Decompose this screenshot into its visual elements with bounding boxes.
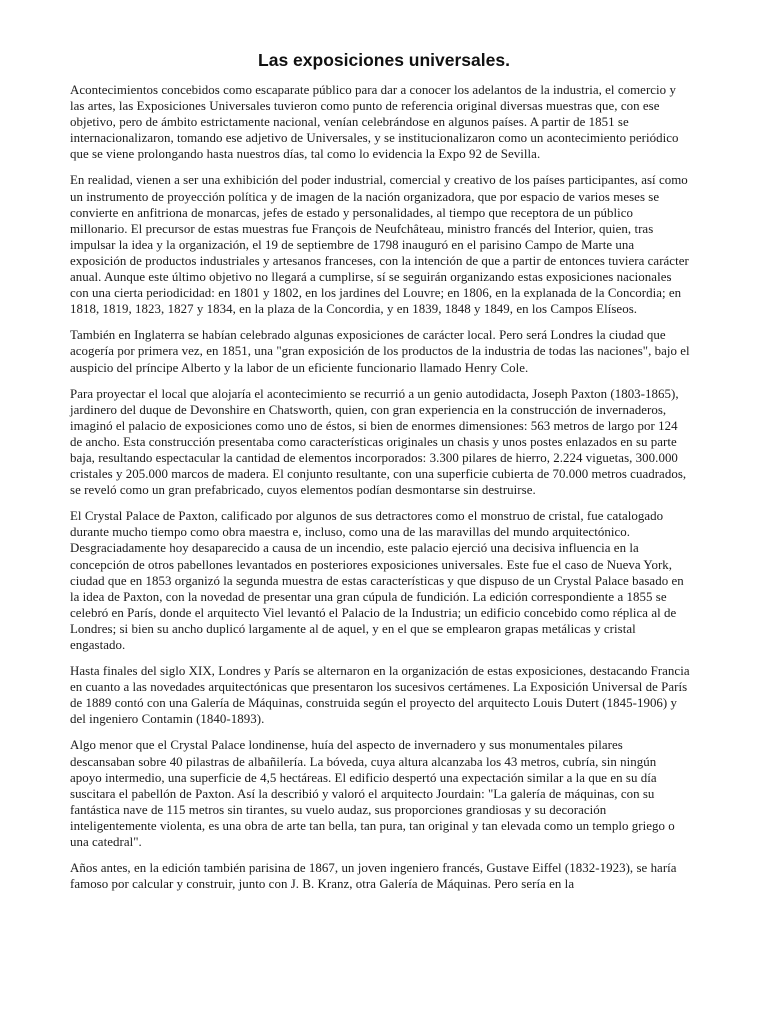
paragraph-2: En realidad, vienen a ser una exhibición del poder industrial, comercial y creativo de los países participantes, así como un instrumento de proyección política y de imagen de la nación organizadora, que por espacio de varios meses se convierte en anfitriona de monarcas, jefes de estado y personalidades, al tiempo que receptora de un público millonario. El precursor de estas muestras fue François de Neufchâteau, ministro francés del Interior, quien, tras impulsar la idea y la organización, el 19 de septiembre de 1798 inauguró en el parisino Campo de Marte una exposición de productos industriales y artesanos franceses, con la intención de que a partir de entonces tuviera carácter anual. Aunque este último objetivo no llegará a cumplirse, sí se seguirán organizando estas exposiciones nacionales con una cierta periodicidad: en 1801 y 1802, en los jardines del Louvre; en 1806, en la explanada de la Concordia; en 1818, 1819, 1823, 1827 y 1834, en la plaza de la Concordia, y en 1839, 1848 y 1849, en los Campos Elíseos.: [70, 173, 689, 317]
paragraph-7: Algo menor que el Crystal Palace londinense, huía del aspecto de invernadero y sus monumentales pilares descansaban sobre 40 pilastras de albañilería. La bóveda, cuya altura alcanzaba los 43 metros, cubría, sin ningún apoyo intermedio, una superficie de 4,5 hectáreas. El edificio despertó una expectación similar a la que en su día suscitara el pabellón de Paxton. Así la describió y valoró el arquitecto Jourdain: "La galería de máquinas, con su fantástica nave de 115 metros sin tirantes, su vuelo audaz, sus proporciones grandiosas y su decoración inteligentemente violenta, es una obra de arte tan bella, tan pura, tan original y tan elevada como un templo griego o una catedral".: [70, 738, 675, 850]
paragraph-5: El Crystal Palace de Paxton, calificado por algunos de sus detractores como el monstruo de cristal, fue catalogado durante mucho tiempo como obra maestra e, incluso, como una de las maravillas del mundo arquitectónico. Desgraciadamente hoy desaparecido a causa de un incendio, este palacio ejerció una decisiva influencia en la concepción de otros pabellones levantados en posteriores exposiciones universales. Este fue el caso de Nueva York, ciudad que en 1853 organizó la segunda muestra de estas características y que dispuso de un Crystal Palace basado en la idea de Paxton, con la novedad de presentar una gran cúpula de fundición. La edición correspondiente a 1855 se celebró en París, donde el arquitecto Viel levantó el Palacio de la Industria; un edificio concebido como réplica al de Londres; si bien su ancho duplicó largamente al de aquel, y en el que se emplearon grapas metálicas y cristal engastado.: [70, 509, 684, 652]
document-title: Las exposiciones universales.: [258, 50, 510, 70]
paragraph-4: Para proyectar el local que alojaría el acontecimiento se recurrió a un genio autodidacta, Joseph Paxton (1803-1865), jardinero del duque de Devonshire en Chatsworth, quien, con gran experiencia en la construcción de invernaderos, imaginó el palacio de exposiciones como uno de éstos, si bien de enormes dimensiones: 563 metros de largo por 124 de ancho. Esta construcción presentaba como características originales un chasis y unos postes enlazados en su parte baja, resultando espectacular la cantidad de elementos incorporados: 3.300 pilares de hierro, 2.224 viguetas, 300.000 cristales y 205.000 marcos de madera. El conjunto resultante, con una superficie cubierta de 70.000 metros cuadrados, se reveló como un gran prefabricado, cuyos elementos podían desmontarse sin destruirse.: [70, 386, 687, 498]
paragraph-1: Acontecimientos concebidos como escaparate público para dar a conocer los adelantos de la industria, el comercio y las artes, las Exposiciones Universales tuvieron como punto de referencia original diversas muestras que, con ese objetivo, pero de ámbito estrictamente nacional, venían celebrándose en algunos países. A partir de 1851 se internacionalizaron, tomando ese adjetivo de Universales, y se institucionalizaron como un acontecimiento periódico que se viene prolongando hasta nuestros días, tal como lo evidencia la Expo 92 de Sevilla.: [70, 83, 679, 162]
paragraph-3: También en Inglaterra se habían celebrado algunas exposiciones de carácter local. Pero será Londres la ciudad que acogería por primera vez, en 1851, una "gran exposición de los productos de la industria de todas las naciones", bajo el auspicio del príncipe Alberto y la labor de un eficiente funcionario llamado Henry Cole.: [70, 328, 690, 375]
paragraph-8: Años antes, en la edición también parisina de 1867, un joven ingeniero francés, Gustave Eiffel (1832-1923), se haría famoso por calcular y construir, junto con J. B. Kranz, otra Galería de Máquinas. Pero sería en la: [70, 861, 677, 892]
document-body: [70, 82, 690, 902]
paragraph-6: Hasta finales del siglo XIX, Londres y París se alternaron en la organización de estas exposiciones, destacando Francia en cuanto a las novedades arquitectónicas que presentaron los sucesivos certámenes. La Exposición Universal de París de 1889 contó con una Galería de Máquinas, construida según el proyecto del arquitecto Louis Dutert (1845-1906) y del ingeniero Contamin (1840-1893).: [70, 664, 690, 727]
